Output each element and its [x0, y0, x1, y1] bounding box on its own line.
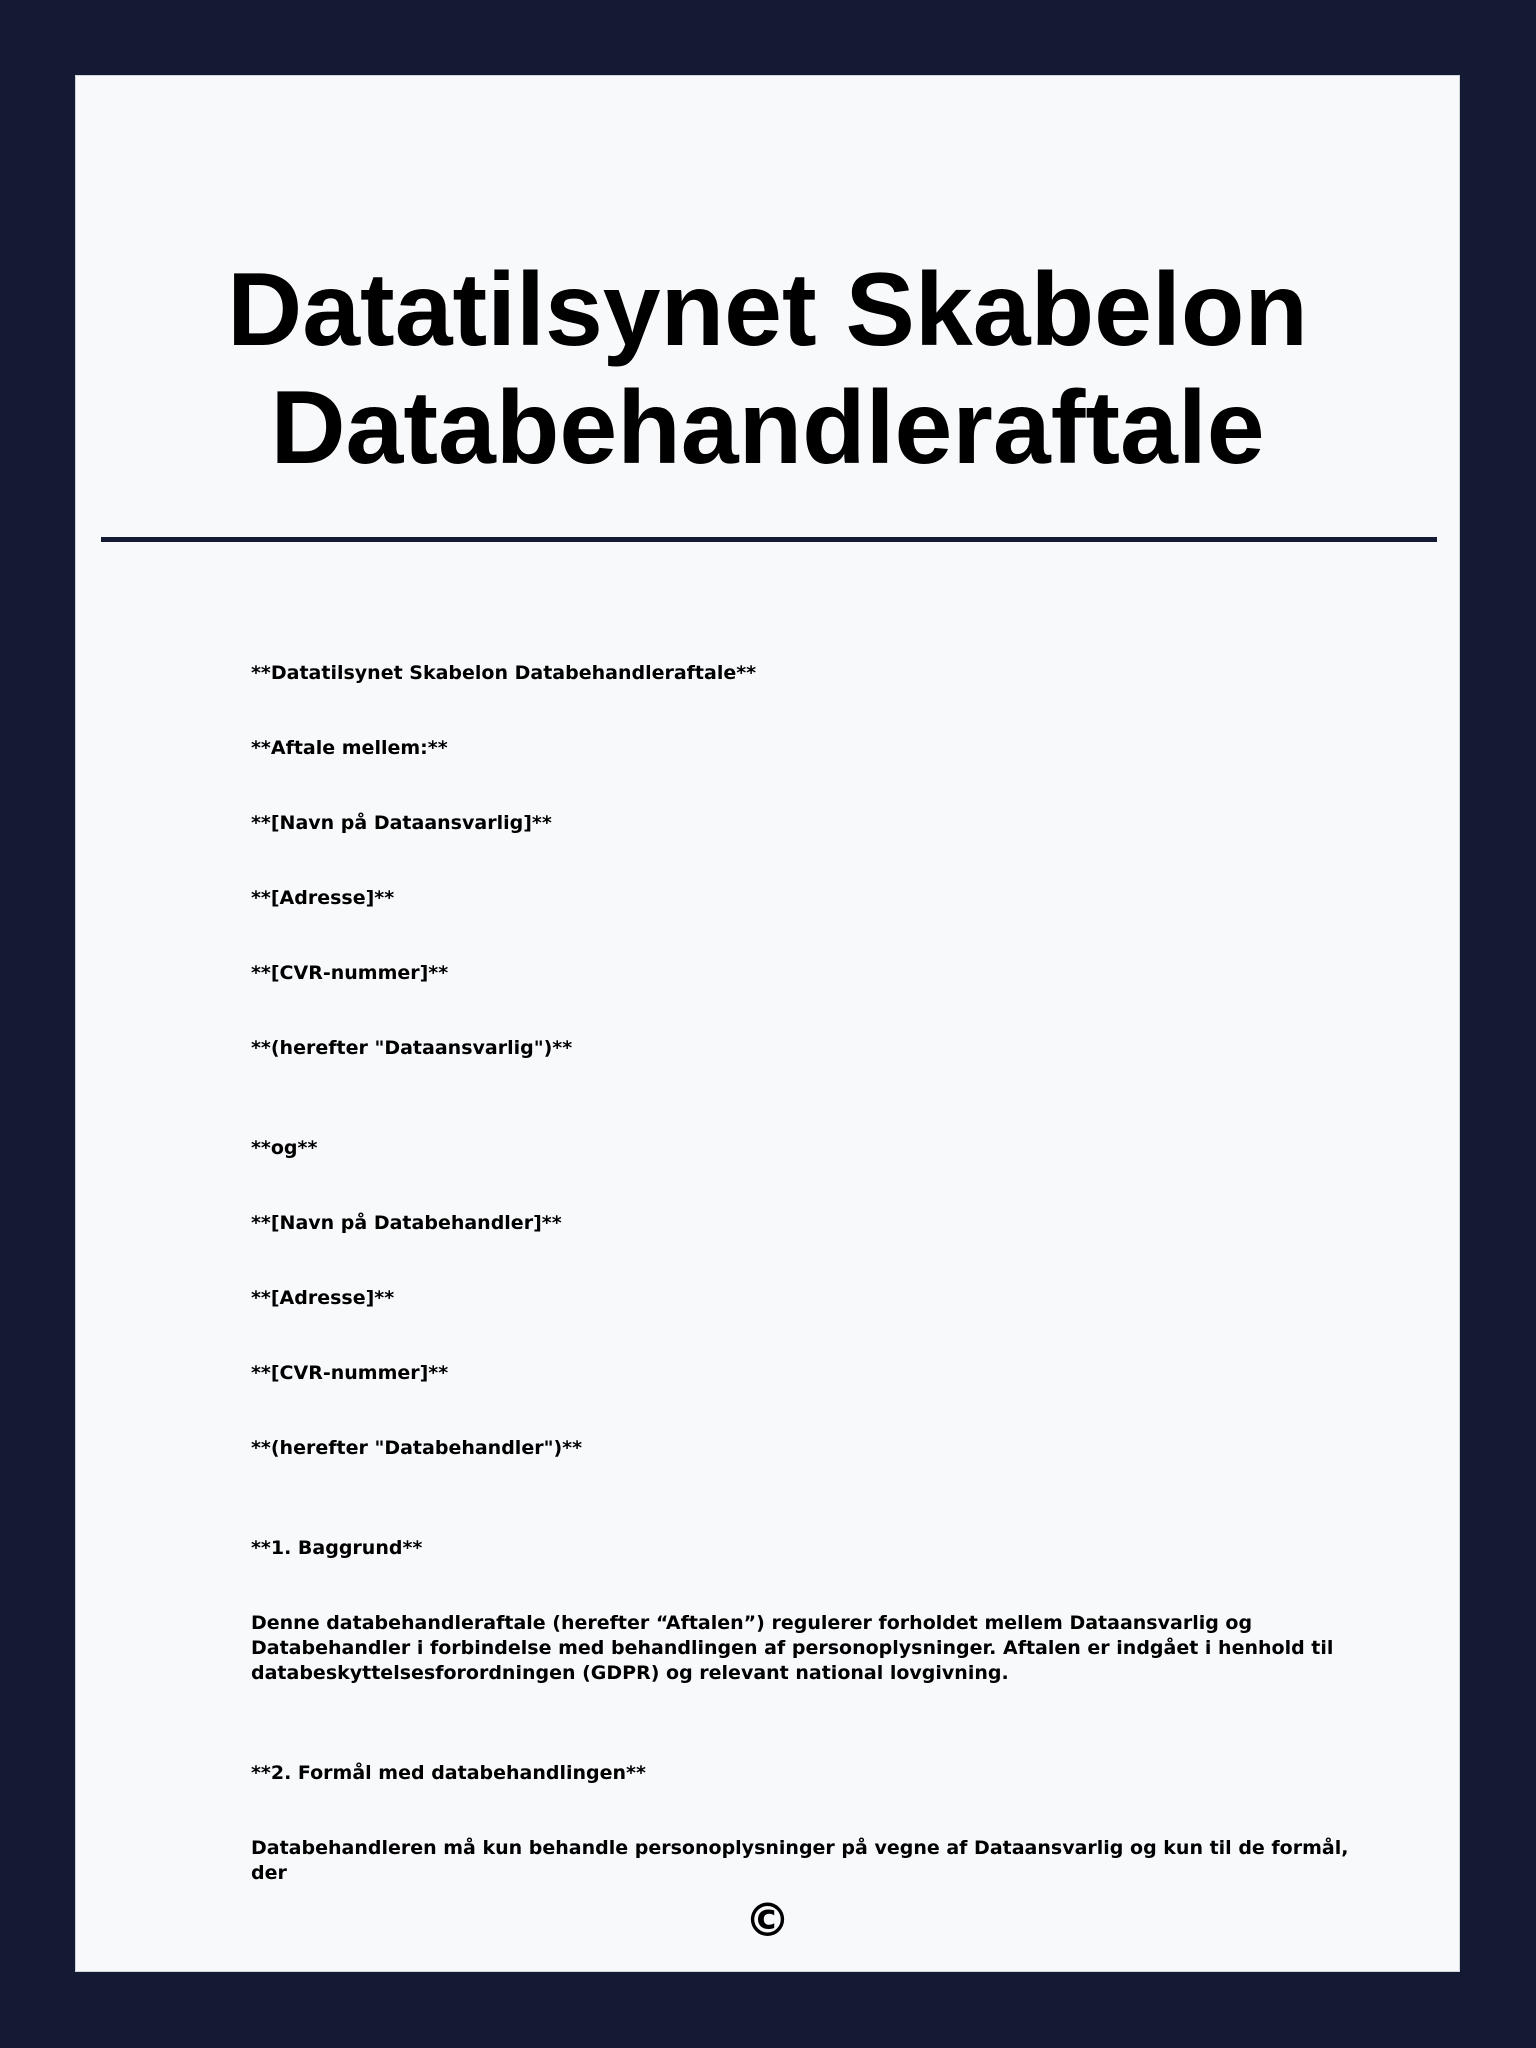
title-divider	[101, 537, 1437, 542]
heading-parties: **Aftale mellem:**	[251, 737, 448, 759]
copyright-icon: ©	[744, 1893, 791, 1947]
controller-alias: **(herefter "Dataansvarlig")**	[251, 1037, 573, 1059]
section-1-heading: **1. Baggrund**	[251, 1537, 423, 1559]
controller-cvr: **[CVR-nummer]**	[251, 962, 449, 984]
section-2-heading: **2. Formål med databehandlingen**	[251, 1762, 646, 1784]
parties-conjunction: **og**	[251, 1137, 318, 1159]
title-line-1: Datatilsynet Skabelon	[227, 252, 1308, 368]
section-1-text: Denne databehandleraftale (herefter “Aftalen”) regulerer forholdet mellem Dataansvarlig og Databehandler i forbindelse med behandlingen af personoplysninger. Aftalen er indgået i henhold til databeskyttelsesforordningen (GDPR) og relevant national lovgivning.	[251, 1612, 1334, 1684]
document-body	[251, 661, 1371, 1886]
processor-alias: **(herefter "Databehandler")**	[251, 1437, 583, 1459]
document-title	[76, 251, 1459, 487]
document-page	[75, 75, 1460, 1972]
heading-doc-title: **Datatilsynet Skabelon Databehandleraftale**	[251, 662, 757, 684]
processor-address: **[Adresse]**	[251, 1287, 395, 1309]
processor-name: **[Navn på Databehandler]**	[251, 1212, 562, 1234]
controller-address: **[Adresse]**	[251, 887, 395, 909]
processor-cvr: **[CVR-nummer]**	[251, 1362, 449, 1384]
section-2-text: Databehandleren må kun behandle personoplysninger på vegne af Dataansvarlig og kun til de formål, der	[251, 1837, 1349, 1884]
title-line-2: Databehandleraftale	[270, 370, 1265, 486]
controller-name: **[Navn på Dataansvarlig]**	[251, 812, 552, 834]
